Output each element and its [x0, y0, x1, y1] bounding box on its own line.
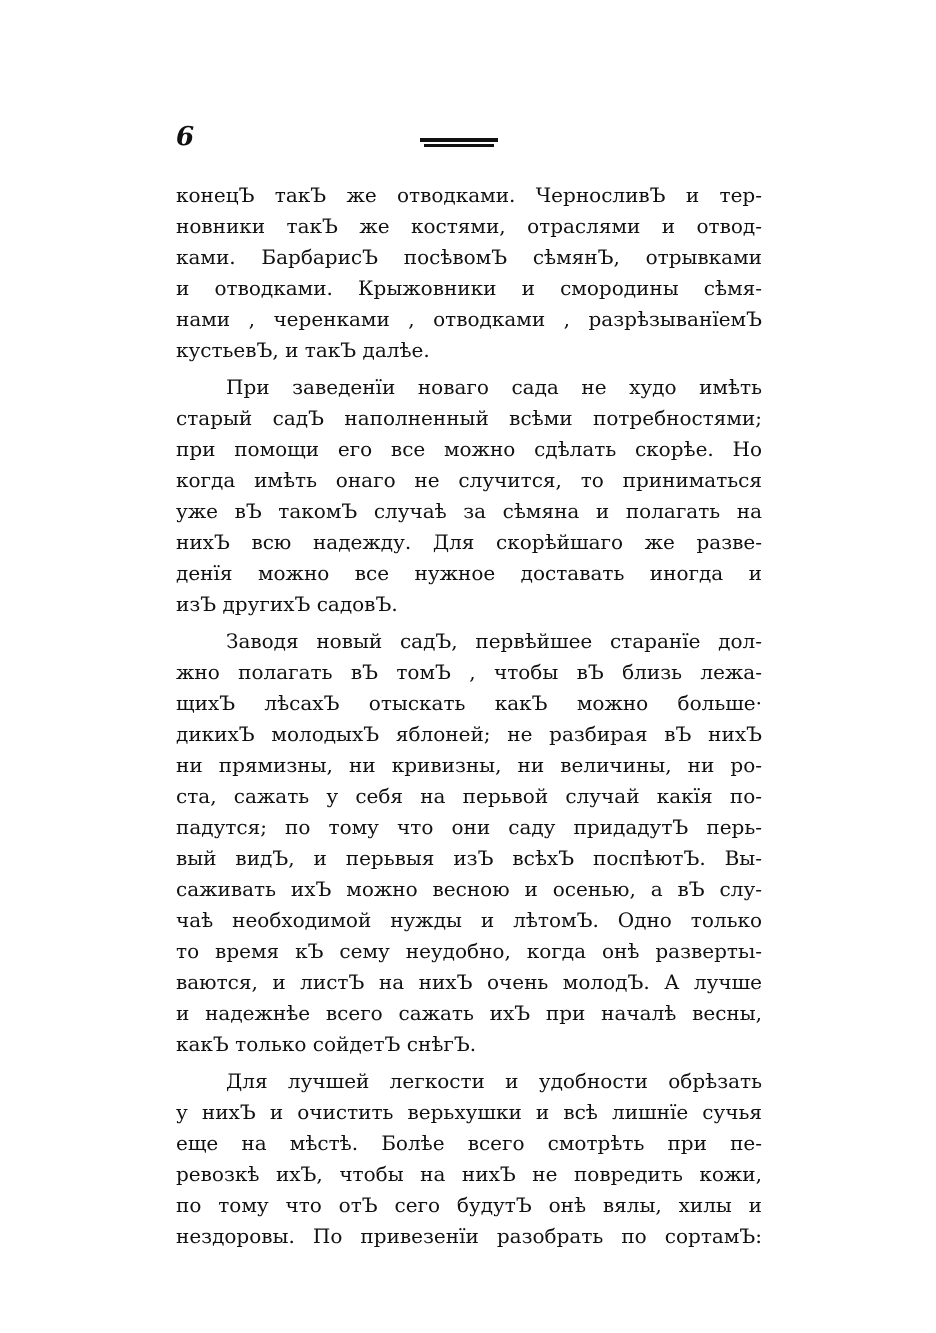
text-line: При заведенїи новаго сада не худо имѣть [226, 375, 762, 399]
paragraph [176, 626, 762, 1060]
paragraph [176, 372, 762, 620]
text-line: денїя можно все нужное доставать иногда и [176, 561, 762, 585]
text-line: жно полагать вЪ томЪ , чтобы вЪ близь лежа- [176, 660, 762, 684]
text-line: саживать ихЪ можно весною и осенью, а вЪ слу- [176, 877, 762, 901]
text-line: щихЪ лѣсахЪ отыскать какЪ можно больше· [176, 691, 762, 715]
text-line: падутся; по тому что они саду придадутЪ перь- [176, 815, 762, 839]
text-line: старый садЪ наполненный всѣми потребностями; [176, 406, 762, 430]
text-line: вый видЪ, и перьвыя изЪ всѣхЪ поспѣютЪ. Вы- [176, 846, 762, 870]
text-line: нездоровы. По привезенїи разобрать по сортамЪ: [176, 1224, 762, 1248]
text-line: конецЪ такЪ же отводками. ЧерносливЪ и тер- [176, 183, 762, 207]
text-line: ваются, и листЪ на нихЪ очень молодЪ. А лучше [176, 970, 762, 994]
text-line: то время кЪ сему неудобно, когда онѣ развертьı- [176, 939, 762, 963]
text-line: у нихЪ и очистить верьхушки и всѣ лишнїе сучья [176, 1100, 762, 1124]
header-ornament-rule [420, 138, 498, 148]
text-line: и надежнѣе всего сажать ихЪ при началѣ весны, [176, 1001, 762, 1025]
text-line: чаѣ необходимой нужды и лѣтомЪ. Одно только [176, 908, 762, 932]
text-line: ревозкѣ ихЪ, чтобы на нихЪ не повредить кожи, [176, 1162, 762, 1186]
text-line: какЪ только сойдетЪ снѣгЪ. [176, 1032, 477, 1056]
text-line: еще на мѣстѣ. Болѣе всего смотрѣть при пе- [176, 1131, 762, 1155]
text-line: уже вЪ такомЪ случаѣ за сѣмяна и полагать на [176, 499, 762, 523]
text-line: Для лучшей легкости и удобности обрѣзать [226, 1069, 762, 1093]
text-line: при помощи его все можно сдѣлать скорѣе. Но [176, 437, 762, 461]
page-number: 6 [176, 122, 195, 152]
ornament-bar-top [420, 138, 498, 142]
text-line: изЪ другихЪ садовЪ. [176, 592, 398, 616]
text-line: когда имѣть онаго не случится, то приниматься [176, 468, 762, 492]
text-line: нихЪ всю надежду. Для скорѣйшаго же разве- [176, 530, 762, 554]
text-line: ни прямизны, ни кривизны, ни величины, ни ро- [176, 753, 762, 777]
text-line: кустьевЪ, и такЪ далѣе. [176, 338, 430, 362]
text-line: Заводя новый садЪ, первѣйшее старанїе дол- [226, 629, 762, 653]
body-text [176, 180, 762, 1252]
text-line: новники такЪ же костями, отраслями и отвод- [176, 214, 762, 238]
text-line: нами , черенками , отводками , разрѣзыванїемЪ [176, 307, 762, 331]
text-line: по тому что отЪ сего будутЪ онѣ вялы, хилы и [176, 1193, 762, 1217]
ornament-bar-bottom [424, 144, 494, 147]
text-line: и отводками. Крыжовники и смородины сѣмя- [176, 276, 762, 300]
paragraph [176, 1066, 762, 1252]
paragraph [176, 180, 762, 366]
text-line: дикихЪ молодыхЪ яблоней; не разбирая вЪ нихЪ [176, 722, 762, 746]
text-line: ста, сажать у себя на перьвой случай какїя по- [176, 784, 762, 808]
text-line: ками. БарбарисЪ посѣвомЪ сѣмянЪ, отрывками [176, 245, 762, 269]
